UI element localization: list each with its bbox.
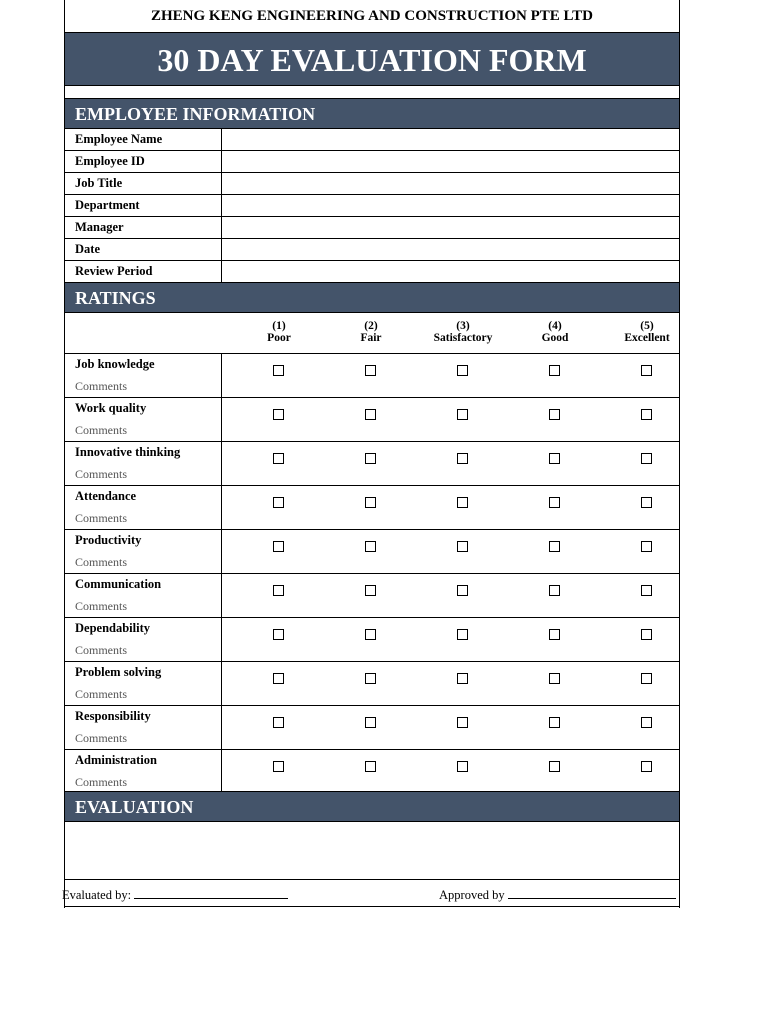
rating-checkbox-5[interactable] — [641, 717, 652, 728]
rating-checkbox-2[interactable] — [365, 673, 376, 684]
rating-scale-number: (3) — [456, 320, 470, 332]
rating-checkbox-4[interactable] — [549, 541, 560, 552]
rating-checkbox-1[interactable] — [273, 365, 284, 376]
rating-checkbox-5[interactable] — [641, 761, 652, 772]
evaluation-form — [64, 0, 680, 908]
employee-info-value-field[interactable] — [222, 195, 679, 216]
rating-row — [65, 442, 679, 486]
rating-comments-field[interactable]: Comments — [75, 423, 128, 437]
company-name: ZHENG KENG ENGINEERING AND CONSTRUCTION PTE LTD — [150, 8, 594, 24]
rating-checkbox-3[interactable] — [457, 453, 468, 464]
rating-comments-field[interactable]: Comments — [75, 643, 128, 657]
rating-row — [65, 618, 679, 662]
employee-info-row — [65, 195, 679, 217]
rating-comments-field[interactable]: Comments — [75, 379, 128, 393]
rating-scale-number: (2) — [364, 320, 378, 332]
rating-checkbox-4[interactable] — [549, 761, 560, 772]
form-title: 30 DAY EVALUATION FORM — [65, 32, 679, 86]
evaluated-by-label: Evaluated by: — [62, 888, 132, 902]
evaluated-by — [62, 888, 288, 903]
rating-comments-field[interactable]: Comments — [75, 731, 128, 745]
rating-criterion-cell — [65, 530, 222, 573]
rating-checkbox-2[interactable] — [365, 717, 376, 728]
evaluation-text-area[interactable] — [65, 822, 679, 880]
rating-checkbox-4[interactable] — [549, 365, 560, 376]
rating-comments-field[interactable]: Comments — [75, 511, 128, 525]
rating-checkbox-5[interactable] — [641, 629, 652, 640]
rating-checkbox-4[interactable] — [549, 629, 560, 640]
rating-criterion-cell — [65, 486, 222, 529]
employee-info-value-field[interactable] — [222, 173, 679, 194]
rating-checkbox-5[interactable] — [641, 497, 652, 508]
rating-checkbox-3[interactable] — [457, 585, 468, 596]
employee-info-row — [65, 261, 679, 283]
employee-info-row — [65, 129, 679, 151]
rating-scale-label: Poor — [267, 332, 291, 344]
rating-checkbox-1[interactable] — [273, 673, 284, 684]
rating-criterion-name: Work quality — [75, 401, 147, 415]
rating-checkbox-4[interactable] — [549, 497, 560, 508]
rating-checkbox-1[interactable] — [273, 541, 284, 552]
rating-checkbox-3[interactable] — [457, 541, 468, 552]
employee-info-row — [65, 151, 679, 173]
rating-checkbox-1[interactable] — [273, 409, 284, 420]
rating-checkbox-1[interactable] — [273, 761, 284, 772]
rating-scale-header — [65, 312, 679, 354]
rating-scale-number: (1) — [272, 320, 286, 332]
rating-comments-field[interactable]: Comments — [75, 775, 128, 789]
rating-checkbox-3[interactable] — [457, 761, 468, 772]
rating-scale-label: Fair — [360, 332, 382, 344]
rating-checkbox-3[interactable] — [457, 629, 468, 640]
rating-row — [65, 354, 679, 398]
evaluation-heading: EVALUATION — [65, 791, 679, 822]
rating-scale-column — [417, 320, 509, 344]
rating-comments-field[interactable]: Comments — [75, 599, 128, 613]
employee-info-value-field[interactable] — [222, 261, 679, 282]
approved-by-label: Approved by — [439, 888, 505, 902]
rating-checkbox-4[interactable] — [549, 673, 560, 684]
rating-checkbox-5[interactable] — [641, 409, 652, 420]
employee-info-row — [65, 173, 679, 195]
rating-checkbox-1[interactable] — [273, 497, 284, 508]
rating-checkbox-1[interactable] — [273, 585, 284, 596]
rating-checkbox-1[interactable] — [273, 629, 284, 640]
ratings-heading: RATINGS — [65, 282, 679, 313]
approved-by-field[interactable] — [508, 888, 676, 899]
rating-checkbox-3[interactable] — [457, 717, 468, 728]
rating-scale-number: (4) — [548, 320, 562, 332]
rating-scale-label: Excellent — [624, 332, 670, 344]
rating-criterion-cell — [65, 662, 222, 705]
rating-checkbox-3[interactable] — [457, 673, 468, 684]
rating-checkbox-2[interactable] — [365, 497, 376, 508]
rating-checkbox-1[interactable] — [273, 717, 284, 728]
rating-scale-column — [509, 320, 601, 344]
approved-by — [439, 888, 676, 903]
rating-checkbox-4[interactable] — [549, 453, 560, 464]
rating-row — [65, 574, 679, 618]
employee-info-value-field[interactable] — [222, 151, 679, 172]
rating-criterion-name: Dependability — [75, 621, 151, 635]
rating-checkbox-1[interactable] — [273, 453, 284, 464]
rating-checkbox-2[interactable] — [365, 453, 376, 464]
rating-checkbox-4[interactable] — [549, 717, 560, 728]
rating-criterion-cell — [65, 618, 222, 661]
rating-criterion-name: Administration — [75, 753, 157, 767]
rating-scale-number: (5) — [640, 320, 654, 332]
employee-info-label: Review Period — [65, 261, 222, 282]
rating-row — [65, 706, 679, 750]
rating-row — [65, 486, 679, 530]
rating-checkbox-5[interactable] — [641, 585, 652, 596]
employee-info-value-field[interactable] — [222, 239, 679, 260]
rating-comments-field[interactable]: Comments — [75, 467, 128, 481]
employee-info-row — [65, 239, 679, 261]
rating-comments-field[interactable]: Comments — [75, 555, 128, 569]
rating-checkbox-2[interactable] — [365, 585, 376, 596]
rating-criterion-name: Responsibility — [75, 709, 151, 723]
rating-scale-label: Good — [541, 332, 569, 344]
rating-comments-field[interactable]: Comments — [75, 687, 128, 701]
employee-info-heading: EMPLOYEE INFORMATION — [65, 98, 679, 129]
evaluated-by-field[interactable] — [134, 888, 288, 899]
rating-criterion-name: Job knowledge — [75, 357, 155, 371]
rating-criterion-cell — [65, 398, 222, 441]
rating-checkbox-5[interactable] — [641, 541, 652, 552]
employee-info-value-field[interactable] — [222, 217, 679, 238]
rating-criterion-cell — [65, 750, 222, 793]
rating-header-blank — [65, 312, 222, 353]
rating-checkbox-2[interactable] — [365, 761, 376, 772]
employee-info-label: Department — [65, 195, 222, 216]
rating-row — [65, 750, 679, 794]
rating-scale-column — [601, 320, 693, 344]
rating-criterion-cell — [65, 574, 222, 617]
rating-row — [65, 398, 679, 442]
rating-criterion-name: Productivity — [75, 533, 142, 547]
rating-scale-column — [233, 320, 325, 344]
rating-checkbox-3[interactable] — [457, 365, 468, 376]
rating-criterion-name: Innovative thinking — [75, 445, 181, 459]
rating-checkbox-2[interactable] — [365, 365, 376, 376]
signature-row — [62, 880, 679, 907]
employee-info-label: Manager — [65, 217, 222, 238]
rating-checkbox-2[interactable] — [365, 409, 376, 420]
employee-info-row — [65, 217, 679, 239]
rating-criterion-cell — [65, 706, 222, 749]
rating-checkbox-5[interactable] — [641, 365, 652, 376]
rating-scale-column — [325, 320, 417, 344]
rating-checkbox-4[interactable] — [549, 585, 560, 596]
rating-checkbox-3[interactable] — [457, 497, 468, 508]
employee-info-label: Date — [65, 239, 222, 260]
rating-checkbox-3[interactable] — [457, 409, 468, 420]
rating-criterion-cell — [65, 354, 222, 397]
rating-criterion-name: Attendance — [75, 489, 137, 503]
rating-checkbox-2[interactable] — [365, 629, 376, 640]
employee-info-value-field[interactable] — [222, 129, 679, 150]
employee-info-label: Job Title — [65, 173, 222, 194]
employee-info-label: Employee ID — [65, 151, 222, 172]
rating-checkbox-5[interactable] — [641, 673, 652, 684]
rating-criterion-cell — [65, 442, 222, 485]
rating-checkbox-5[interactable] — [641, 453, 652, 464]
employee-info-label: Employee Name — [65, 129, 222, 150]
rating-row — [65, 530, 679, 574]
rating-criterion-name: Communication — [75, 577, 162, 591]
rating-scale-label: Satisfactory — [433, 332, 493, 344]
rating-row — [65, 662, 679, 706]
rating-checkbox-4[interactable] — [549, 409, 560, 420]
rating-criterion-name: Problem solving — [75, 665, 162, 679]
rating-checkbox-2[interactable] — [365, 541, 376, 552]
